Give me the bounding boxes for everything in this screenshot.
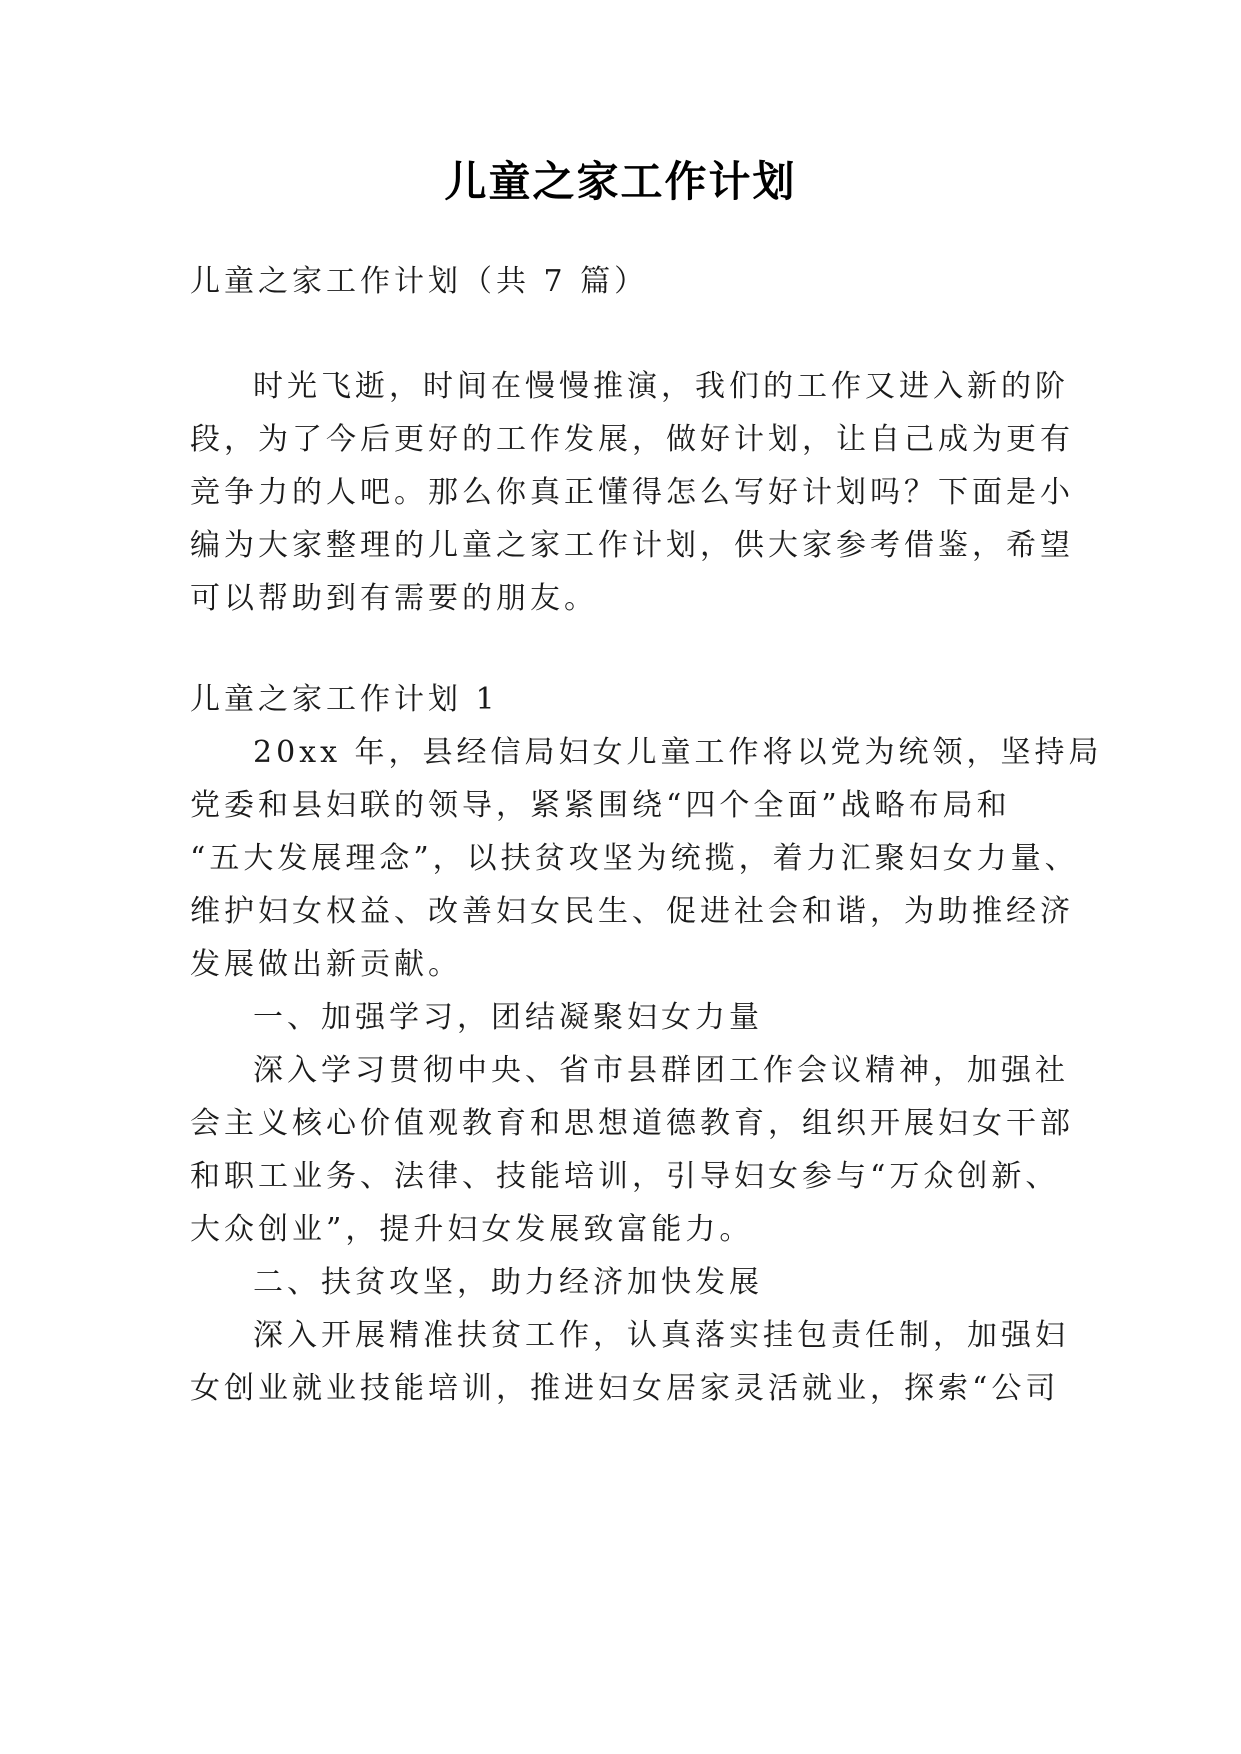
intro-line: 时光飞逝，时间在慢慢推演，我们的工作又进入新的阶 <box>253 369 1069 404</box>
intro-line: 段，为了今后更好的工作发展，做好计划，让自己成为更有 <box>190 422 1074 457</box>
paragraph-line: 深入开展精准扶贫工作，认真落实挂包责任制，加强妇 <box>253 1318 1069 1353</box>
document-title: 儿童之家工作计划 <box>444 157 797 206</box>
subheading-two: 二、扶贫攻坚，助力经济加快发展 <box>253 1265 763 1300</box>
paragraph-line: 发展做出新贡献。 <box>190 947 462 982</box>
paragraph-line: 维护妇女权益、改善妇女民生、促进社会和谐，为助推经济 <box>190 894 1074 929</box>
section-heading: 儿童之家工作计划 1 <box>190 682 499 717</box>
paragraph-line: 大众创业”，提升妇女发展致富能力。 <box>190 1212 754 1247</box>
document-subtitle: 儿童之家工作计划（共 7 篇） <box>190 264 649 299</box>
paragraph-line: 女创业就业技能培训，推进妇女居家灵活就业，探索“公司 <box>190 1371 1060 1406</box>
subheading-one: 一、加强学习，团结凝聚妇女力量 <box>253 1000 763 1035</box>
paragraph-line: 会主义核心价值观教育和思想道德教育，组织开展妇女干部 <box>190 1106 1074 1141</box>
paragraph-line: 党委和县妇联的领导，紧紧围绕“四个全面”战略布局和 <box>190 788 1011 823</box>
paragraph-line: “五大发展理念”，以扶贫攻坚为统揽，着力汇聚妇女力量、 <box>190 841 1079 876</box>
paragraph-line: 深入学习贯彻中央、省市县群团工作会议精神，加强社 <box>253 1053 1069 1088</box>
paragraph-line: 和职工业务、法律、技能培训，引导妇女参与“万众创新、 <box>190 1159 1060 1194</box>
intro-line: 编为大家整理的儿童之家工作计划，供大家参考借鉴，希望 <box>190 528 1074 563</box>
intro-line: 可以帮助到有需要的朋友。 <box>190 581 598 616</box>
paragraph-line: 20xx 年，县经信局妇女儿童工作将以党为统领，坚持局 <box>253 735 1103 770</box>
intro-line: 竞争力的人吧。那么你真正懂得怎么写好计划吗？下面是小 <box>190 475 1074 510</box>
